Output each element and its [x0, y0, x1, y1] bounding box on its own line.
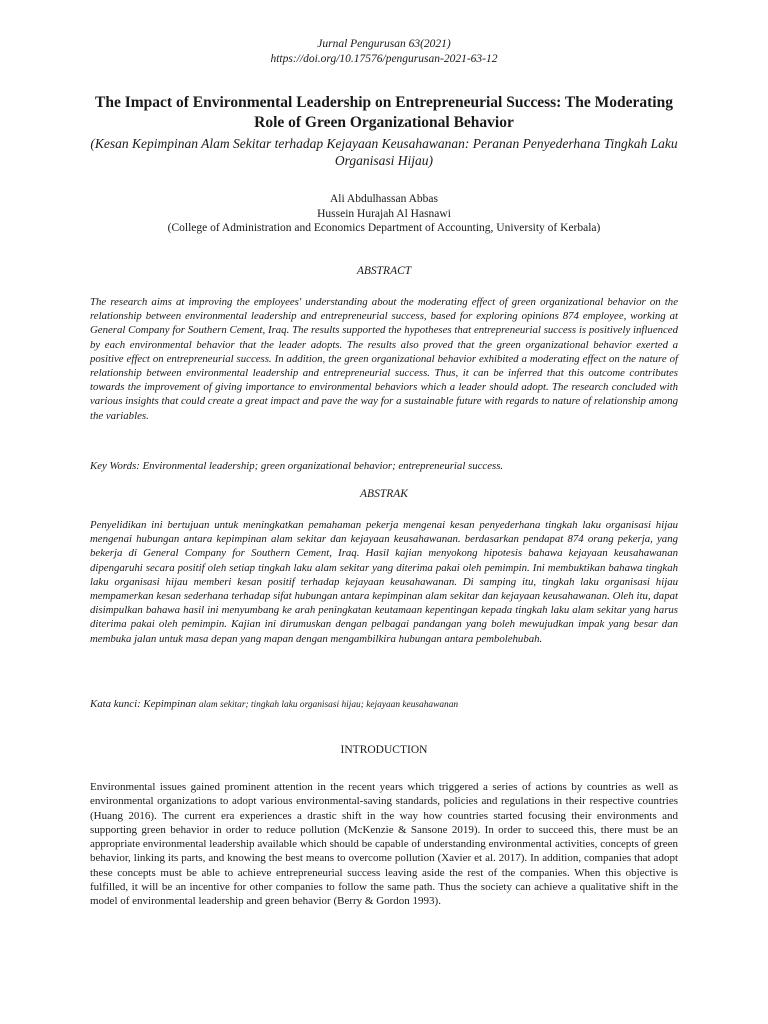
- abstract-text: The research aims at improving the employees' understanding about the moderating effect of green organizational behavior on the relationship between environmental leadership and entrepreneurial success, based for exploring opinions 874 employee, working at General Company for Southern Cement, Iraq. The results supported the hypotheses that entrepreneurial success is positively influenced by each environmental behavior that the leader adopts. The results also proved that the green organizational behavior exerted a positive effect on entrepreneurial success. In addition, the green organizational behavior exhibited a moderating effect on the nature of relationship between environmental leadership and entrepreneurial success. Thus, it can be inferred that this outcome contributes towards the improvement of giving importance to environmental behaviors which a leader should adopt. The research concluded with various insights that could create a great impact and pave the way for a sustainable future with regards to nature of relationship among the variables.: [90, 296, 678, 422]
- abstrak-keywords-list: alam sekitar; tingkah laku organisasi hijau; kejayaan keusahawanan: [198, 700, 459, 710]
- abstrak-keywords: [90, 697, 678, 712]
- introduction-text: Environmental issues gained prominent attention in the recent years which triggered a series of actions by countries as well as environmental organizations to adopt various environmental-saving standards, policies and regulations in their respective countries (Huang 2016). The current era experiences a drastic shift in the way how countries started focusing their environments and supporting green behavior in order to reduce pollution (McKenzie & Sansone 2019). In order to succeed this, there must be an appropriate environmental leadership available which should be capable of understanding environmental activities, concepts of green behavior, linking its parts, and knowing the best means to overcome pollution (Xavier et al. 2017). In addition, companies that adopt these concepts must be able to achieve entrepreneurial success leaving aside the rest of the companies. When this objective is fulfilled, it will be an incentive for other companies to follow the same path. Thus the society can achieve a qualitative shift in the model of environmental leadership and green behavior (Berry & Gordon 1993).: [90, 781, 678, 908]
- journal-name: Jurnal Pengurusan 63(2021): [317, 38, 451, 50]
- author-name: Hussein Hurajah Al Hasnawi: [317, 207, 451, 220]
- author-affiliation: (College of Administration and Economics Department of Accounting, University of Kerbala): [167, 222, 601, 234]
- abstrak-heading: ABSTRAK: [360, 488, 408, 500]
- journal-header: [0, 37, 768, 67]
- paper-title: The Impact of Environmental Leadership on Entrepreneurial Success: The Moderating Role of Green Organizational Behavior: [95, 94, 673, 131]
- abstract-heading: ABSTRACT: [356, 265, 412, 277]
- author-name: Ali Abdulhassan Abbas: [330, 193, 438, 205]
- doi-link[interactable]: https://doi.org/10.17576/pengurusan-2021-63-12: [270, 53, 498, 65]
- abstrak-keywords-label: Kata kunci: Kepimpinan: [90, 698, 197, 710]
- introduction-heading: INTRODUCTION: [340, 744, 428, 756]
- author-block: [60, 192, 708, 236]
- paper-subtitle: (Kesan Kepimpinan Alam Sekitar terhadap Kejayaan Keusahawanan: Peranan Penyederhana Tingkah Laku Organisasi Hijau): [90, 136, 678, 168]
- abstrak-text: Penyelidikan ini bertujuan untuk meningkatkan pemahaman pekerja mengenai kesan penyederhana tingkah laku organisasi hijau mengenai hubungan antara kepimpinan alam sekitar dan kejayaan keusahawanan. berdasarkan pendapat 874 orang pekerja, yang bekerja di General Company for Southern Cement, Iraq. Hasil kajian menyokong hipotesis bahawa kejayaan keusahawanan dipengaruhi secara positif oleh setiap tingkah laku alam sekitar yang diterima pakai oleh pemimpin. Ini membuktikan bahawa tingkah laku organisasi hijau memberi kesan positif terhadap kejayaan keusahawanan. Di samping itu, tingkah laku organisasi hijau mempamerkan kesan sederhana terhadap sifat hubungan antara kepimpinan alam sekitar dan kejayaan keusahawanan. Oleh itu, dapat disimpulkan bahawa hasil ini menyumbang ke arah peningkatan keutamaan kepentingan kepada tingkah laku alam sekitar yang harus diterima pakai oleh pemimpin. Kajian ini dirumuskan dengan pelbagai pandangan yang boleh mewujudkan impak yang besar dan membuka jalan untuk masa depan yang mapan dengan mengambilkira hubungan antara pembolehubah.: [90, 519, 678, 645]
- abstract-keywords: Key Words: Environmental leadership; green organizational behavior; entrepreneurial success.: [90, 460, 504, 472]
